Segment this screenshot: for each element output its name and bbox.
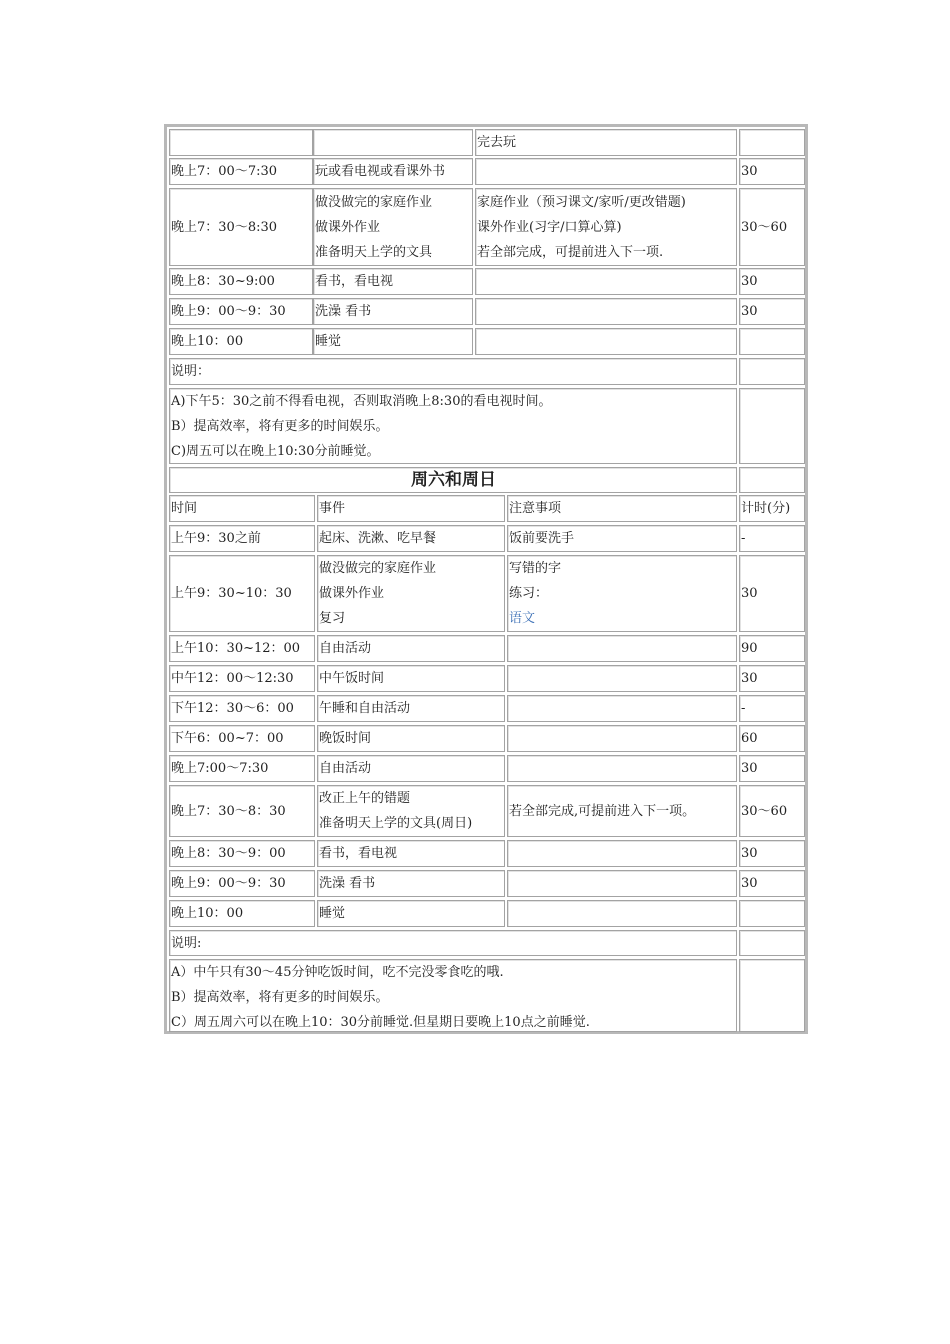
cell-duration: 30 [739, 840, 805, 867]
cell-duration: 60 [739, 725, 805, 752]
cell-notes [507, 555, 737, 632]
cell-event: 看书，看电视 [317, 840, 505, 867]
cell-event: 洗澡 看书 [313, 298, 473, 325]
cell-event [317, 555, 505, 632]
cell-event: 玩或看电视或看课外书 [313, 158, 473, 185]
cell-blank [739, 467, 805, 493]
cell-time: 上午9：30~10：30 [169, 555, 315, 632]
cell-duration [739, 129, 805, 156]
cell-notes [475, 298, 737, 325]
cell-duration [739, 900, 805, 927]
cell-event [317, 785, 505, 837]
cell-event: 午睡和自由活动 [317, 695, 505, 722]
notes-prefix: 练习： [509, 586, 549, 601]
cell-event: 自由活动 [317, 635, 505, 662]
chinese-link[interactable]: 语文 [509, 611, 536, 626]
cell-duration [739, 328, 805, 355]
header-duration: 计时(分) [739, 495, 805, 522]
cell-event: 睡觉 [317, 900, 505, 927]
cell-notes [507, 900, 737, 927]
cell-blank [739, 388, 805, 464]
cell-notes: 完去玩 [475, 129, 737, 156]
cell-event: 睡觉 [313, 328, 473, 355]
cell-time: 上午10：30~12：00 [169, 635, 315, 662]
schedule-table [164, 124, 808, 1034]
cell-time: 晚上9：00～9：30 [169, 870, 315, 897]
cell-blank [739, 930, 805, 956]
event-line: 改正上午的错题 [319, 791, 411, 806]
cell-event: 晚饭时间 [317, 725, 505, 752]
cell-time: 晚上7：30～8:30 [169, 188, 313, 266]
cell-notes [507, 755, 737, 782]
event-line: 准备明天上学的文具(周日) [319, 816, 473, 831]
cell-event: 洗澡 看书 [317, 870, 505, 897]
cell-time: 中午12：00～12:30 [169, 665, 315, 692]
cell-duration: 30～60 [739, 785, 805, 837]
cell-duration: 30 [739, 158, 805, 185]
cell-event: 看书，看电视 [313, 268, 473, 295]
event-line: 复习 [319, 611, 346, 626]
remark-line: C）周五周六可以在晚上10：30分前睡觉.但星期日要晚上10点之前睡觉. [171, 1015, 590, 1030]
cell-duration: - [739, 695, 805, 722]
header-time: 时间 [169, 495, 315, 522]
cell-notes: 若全部完成,可提前进入下一项。 [507, 785, 737, 837]
cell-time [169, 129, 313, 156]
remark-line: B）提高效率，将有更多的时间娱乐。 [171, 419, 389, 434]
cell-blank [739, 959, 805, 1032]
cell-time: 下午12：30～6：00 [169, 695, 315, 722]
cell-event: 中午饭时间 [317, 665, 505, 692]
cell-duration: 30 [739, 268, 805, 295]
notes-line: 家庭作业（预习课文/家听/更改错题) [477, 194, 686, 210]
cell-event: 自由活动 [317, 755, 505, 782]
cell-time: 晚上8：30～9：00 [169, 840, 315, 867]
cell-event [313, 188, 473, 266]
notes-line: 课外作业(习字/口算心算) [477, 219, 622, 235]
remarks-label: 说明： [169, 358, 737, 385]
cell-notes: 饭前要洗手 [507, 525, 737, 552]
notes-line: 若全部完成，可提前进入下一项. [477, 244, 664, 260]
cell-notes [507, 635, 737, 662]
cell-notes [507, 725, 737, 752]
cell-time: 晚上9：00～9：30 [169, 298, 313, 325]
cell-duration: 30 [739, 555, 805, 632]
cell-time: 下午6：00~7：00 [169, 725, 315, 752]
cell-duration: 30～60 [739, 188, 805, 266]
notes-tail [509, 631, 617, 632]
cell-notes [475, 328, 737, 355]
cell-duration: - [739, 525, 805, 552]
cell-event [313, 129, 473, 156]
cell-time: 晚上8：30~9:00 [169, 268, 313, 295]
cell-time: 晚上10：00 [169, 900, 315, 927]
remark-line: A)下午5：30之前不得看电视，否则取消晚上8:30的看电视时间。 [171, 394, 552, 409]
cell-time: 晚上7：30～8：30 [169, 785, 315, 837]
event-line: 做课外作业 [315, 219, 381, 235]
header-event: 事件 [317, 495, 505, 522]
event-line: 准备明天上学的文具 [315, 244, 433, 260]
remark-line: C)周五可以在晚上10:30分前睡觉。 [171, 444, 380, 459]
remarks-body [169, 959, 737, 1032]
cell-notes [507, 665, 737, 692]
event-line: 做课外作业 [319, 586, 385, 601]
cell-duration: 30 [739, 665, 805, 692]
cell-time: 上午9：30之前 [169, 525, 315, 552]
notes-line: 写错的字 [509, 561, 562, 576]
cell-event: 起床、洗漱、吃早餐 [317, 525, 505, 552]
cell-duration: 30 [739, 870, 805, 897]
section-title: 周六和周日 [169, 467, 737, 493]
remarks-label: 说明: [169, 930, 737, 956]
remark-line: A）中午只有30～45分钟吃饭时间，吃不完没零食吃的哦. [171, 965, 504, 980]
header-notes: 注意事项 [507, 495, 737, 522]
cell-notes [507, 840, 737, 867]
cell-notes [507, 695, 737, 722]
cell-duration: 30 [739, 298, 805, 325]
remarks-body [169, 388, 737, 464]
cell-notes [475, 158, 737, 185]
event-line: 做没做完的家庭作业 [319, 561, 437, 576]
cell-time: 晚上10：00 [169, 328, 313, 355]
notes-line [509, 581, 617, 632]
cell-notes [475, 188, 737, 266]
cell-time: 晚上7:00～7:30 [169, 755, 315, 782]
event-line: 做没做完的家庭作业 [315, 194, 433, 210]
cell-blank [739, 358, 805, 385]
cell-notes [475, 268, 737, 295]
cell-duration: 90 [739, 635, 805, 662]
cell-time: 晚上7：00～7:30 [169, 158, 313, 185]
remark-line: B）提高效率，将有更多的时间娱乐。 [171, 990, 389, 1005]
cell-duration: 30 [739, 755, 805, 782]
cell-notes [507, 870, 737, 897]
